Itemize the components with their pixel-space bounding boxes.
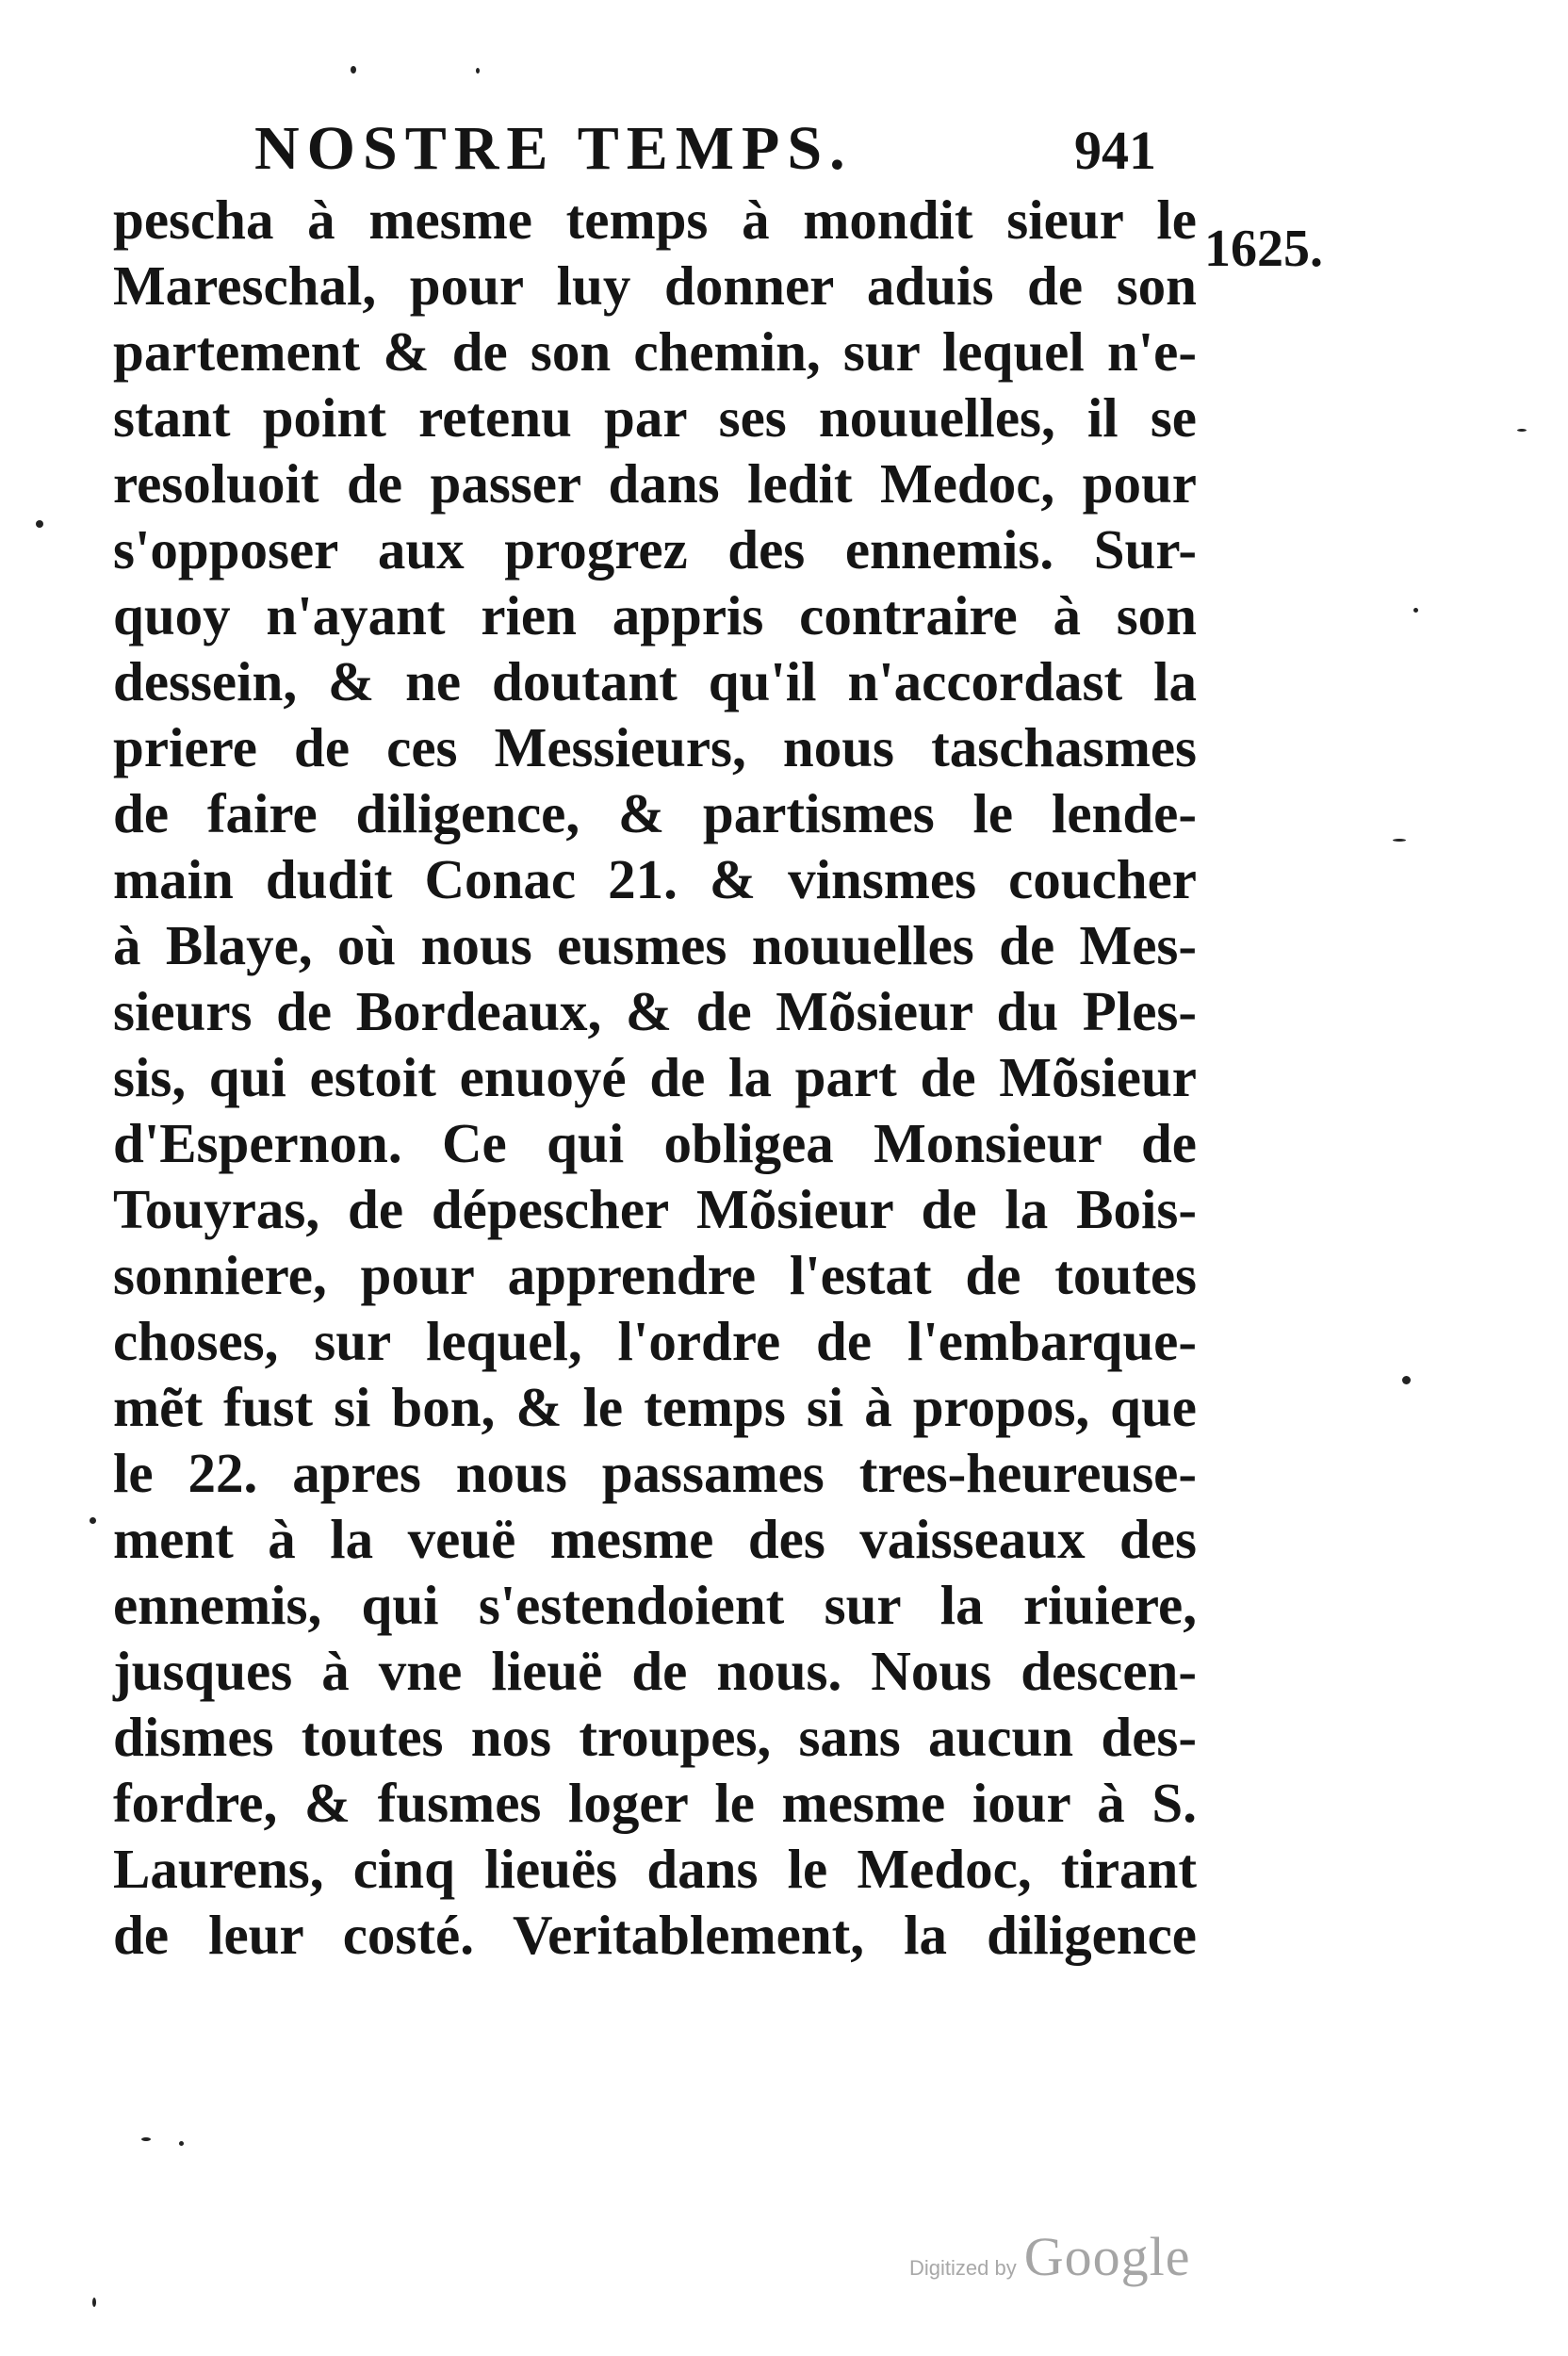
body-text: [113, 187, 1197, 1968]
scan-speck: [476, 68, 480, 74]
text-line: priere de ces Messieurs, nous taschasmes: [113, 716, 1197, 778]
scan-speck: [1517, 429, 1527, 432]
scan-speck: [1393, 839, 1406, 842]
digitized-watermark: [909, 2226, 1191, 2288]
margin-year-note: 1625.: [1204, 220, 1323, 278]
page-header: [254, 113, 1197, 198]
page-number: 941: [1074, 120, 1156, 181]
google-logo: Google: [1023, 2226, 1191, 2287]
text-line: à Blaye, où nous eusmes nouuelles de Mes-: [113, 914, 1197, 976]
scan-speck: [36, 520, 43, 528]
digitized-by-label: Digitized by: [909, 2256, 1017, 2280]
scan-speck: [179, 2141, 184, 2146]
text-line: sonniere, pour apprendre l'estat de toutes: [113, 1244, 1197, 1306]
scan-speck: [92, 2298, 96, 2307]
scan-speck: [90, 1517, 96, 1524]
text-line: partement & de son chemin, sur lequel n'e-: [113, 320, 1197, 383]
text-line: sis, qui estoit enuoyé de la part de Mõsieur: [113, 1046, 1197, 1108]
text-line: quoy n'ayant rien appris contraire à son: [113, 584, 1197, 646]
scan-speck: [351, 66, 356, 74]
text-line: s'opposer aux progrez des ennemis. Sur-: [113, 518, 1197, 581]
text-line: dismes toutes nos troupes, sans aucun des-: [113, 1706, 1197, 1768]
text-line: pescha à mesme temps à mondit sieur le: [113, 188, 1197, 251]
text-line: stant point retenu par ses nouuelles, il se: [113, 386, 1197, 449]
text-line: Touyras, de dépescher Mõsieur de la Bois-: [113, 1178, 1197, 1240]
text-line: ment à la veuë mesme des vaisseaux des: [113, 1508, 1197, 1570]
text-line: de leur costé. Veritablement, la diligence: [113, 1904, 1197, 1966]
text-line: main dudit Conac 21. & vinsmes coucher: [113, 848, 1197, 910]
text-line: Mareschal, pour luy donner aduis de son: [113, 254, 1197, 317]
text-line: de faire diligence, & partismes le lende-: [113, 782, 1197, 844]
text-line: sieurs de Bordeaux, & de Mõsieur du Ples-: [113, 980, 1197, 1042]
text-line: mẽt fust si bon, & le temps si à propos, que: [113, 1376, 1197, 1438]
text-line: jusques à vne lieuë de nous. Nous descen-: [113, 1640, 1197, 1702]
text-line: le 22. apres nous passames tres-heureuse-: [113, 1442, 1197, 1504]
scan-speck: [1402, 1376, 1411, 1384]
running-title: NOSTRE TEMPS.: [254, 114, 853, 183]
text-line: Laurens, cinq lieuës dans le Medoc, tirant: [113, 1838, 1197, 1900]
text-line: ennemis, qui s'estendoient sur la riuiere,: [113, 1574, 1197, 1636]
text-line: dessein, & ne doutant qu'il n'accordast la: [113, 650, 1197, 712]
text-line: d'Espernon. Ce qui obligea Monsieur de: [113, 1112, 1197, 1174]
text-line: fordre, & fusmes loger le mesme iour à S.: [113, 1772, 1197, 1834]
text-line: resoluoit de passer dans ledit Medoc, pour: [113, 452, 1197, 515]
scan-speck: [141, 2137, 151, 2141]
scan-speck: [1413, 608, 1418, 613]
text-line: choses, sur lequel, l'ordre de l'embarque-: [113, 1310, 1197, 1372]
